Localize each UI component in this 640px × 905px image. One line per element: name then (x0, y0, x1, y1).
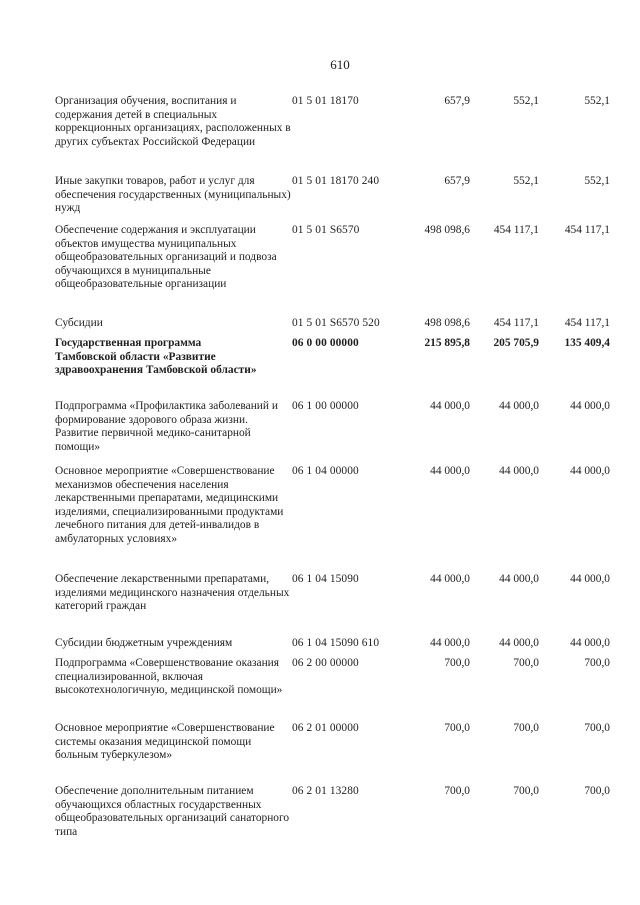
row-value-2: 44 000,0 (499, 465, 539, 477)
row-name: Основное мероприятие «Совершенствование механизмов обеспечения населения лекарственными препаратами, медицинскими изделиями, специализированными продуктами лечебного питания для детей-инвалидов в амбулаторных условиях» (55, 465, 284, 545)
row-value-1: 657,9 (444, 95, 470, 107)
row-value-2: 552,1 (513, 175, 539, 187)
row-value-3: 44 000,0 (570, 637, 610, 649)
row-code: 06 0 00 00000 (292, 337, 359, 349)
row-name: Основное мероприятие «Совершенствование системы оказания медицинской помощи больным туберкулезом» (55, 722, 275, 762)
row-value-1: 215 895,8 (424, 337, 470, 349)
row-code: 01 5 01 18170 (292, 95, 359, 107)
row-code: 06 1 04 15090 610 (292, 637, 380, 649)
row-name: Подпрограмма «Совершенствование оказания специализированной, включая высокотехнологичную, медицинской помощи» (55, 657, 283, 697)
row-value-3: 700,0 (584, 722, 610, 734)
row-code: 06 1 04 15090 (292, 573, 359, 585)
row-value-3: 44 000,0 (570, 573, 610, 585)
row-value-1: 498 098,6 (424, 224, 470, 236)
row-code: 06 2 01 13280 (292, 785, 359, 797)
row-value-2: 552,1 (513, 95, 539, 107)
row-name: Обеспечение дополнительным питанием обучающихся областных государственных общеобразовательных организаций санаторного типа (55, 785, 290, 838)
row-value-3: 454 117,1 (564, 317, 610, 329)
row-value-1: 700,0 (444, 722, 470, 734)
page-number: 610 (330, 57, 350, 72)
row-value-1: 44 000,0 (430, 465, 470, 477)
row-value-1: 44 000,0 (430, 637, 470, 649)
row-name: Подпрограмма «Профилактика заболеваний и формирование здорового образа жизни. Развитие первичной медико-санитарной помощи» (55, 400, 278, 453)
row-value-1: 700,0 (444, 785, 470, 797)
row-code: 01 5 01 S6570 (292, 224, 360, 236)
row-name: Иные закупки товаров, работ и услуг для обеспечения государственных (муниципальных) нужд (55, 175, 291, 215)
row-value-3: 700,0 (584, 785, 610, 797)
row-value-3: 552,1 (584, 175, 610, 187)
row-value-2: 454 117,1 (493, 317, 539, 329)
row-name: Организация обучения, воспитания и содержания детей в специальных коррекционных организациях, расположенных в других субъектах Российской Федерации (55, 95, 291, 148)
row-value-1: 700,0 (444, 657, 470, 669)
row-value-2: 44 000,0 (499, 400, 539, 412)
row-code: 01 5 01 S6570 520 (292, 317, 380, 329)
row-value-1: 498 098,6 (424, 317, 470, 329)
row-value-3: 44 000,0 (570, 465, 610, 477)
row-code: 01 5 01 18170 240 (292, 175, 380, 187)
row-name: Субсидии бюджетным учреждениям (55, 637, 233, 649)
row-code: 06 2 01 00000 (292, 722, 359, 734)
row-value-3: 454 117,1 (564, 224, 610, 236)
row-value-2: 205 705,9 (493, 337, 539, 349)
row-value-3: 135 409,4 (564, 337, 610, 349)
row-value-3: 44 000,0 (570, 400, 610, 412)
row-value-2: 454 117,1 (493, 224, 539, 236)
row-value-1: 44 000,0 (430, 400, 470, 412)
row-name: Государственная программа Тамбовской области «Развитие здравоохранения Тамбовской области» (55, 337, 257, 377)
row-value-2: 700,0 (513, 785, 539, 797)
row-value-1: 657,9 (444, 175, 470, 187)
row-value-1: 44 000,0 (430, 573, 470, 585)
row-code: 06 2 00 00000 (292, 657, 359, 669)
row-value-2: 700,0 (513, 657, 539, 669)
row-code: 06 1 04 00000 (292, 465, 359, 477)
row-value-3: 552,1 (584, 95, 610, 107)
row-value-3: 700,0 (584, 657, 610, 669)
row-code: 06 1 00 00000 (292, 400, 359, 412)
row-name: Обеспечение содержания и эксплуатации объектов имущества муниципальных общеобразовательных организаций и подвоза обучающихся в муниципальные общеобразовательные организации (55, 224, 277, 291)
row-name: Субсидии (55, 317, 103, 329)
row-value-2: 44 000,0 (499, 637, 539, 649)
row-value-2: 700,0 (513, 722, 539, 734)
row-name: Обеспечение лекарственными препаратами, изделиями медицинского назначения отдельных категорий граждан (55, 573, 290, 613)
row-value-2: 44 000,0 (499, 573, 539, 585)
